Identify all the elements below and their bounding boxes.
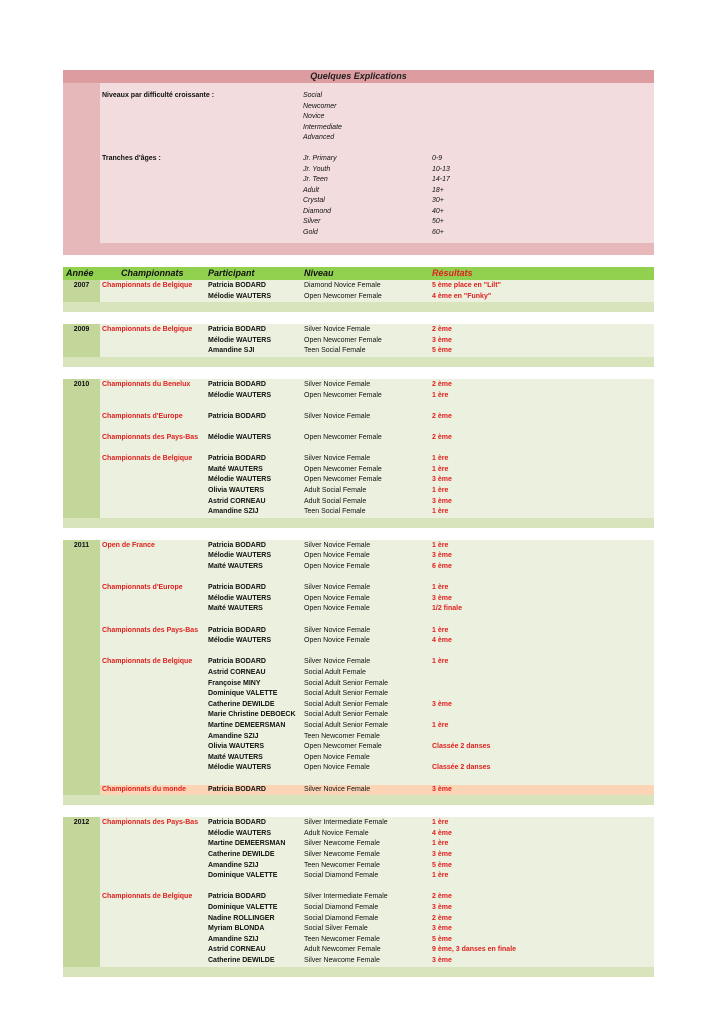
header-resultats: Résultats (432, 268, 473, 278)
resultat-cell: 4 ème en "Funky" (432, 292, 492, 300)
niveau-cell: Social Diamond Female (304, 914, 379, 922)
table-row (100, 903, 654, 914)
participant-cell: Martine DEMEERSMAN (208, 721, 286, 729)
year-column (63, 540, 100, 805)
resultat-cell: 1 ère (432, 486, 449, 494)
participant-cell: Catherine DEWILDE (208, 850, 275, 858)
results-sheet (63, 70, 654, 977)
table-row (100, 497, 654, 508)
table-row (100, 626, 654, 637)
resultat-cell: Classée 2 danses (432, 764, 491, 772)
niveau-cell: Open Newcomer Female (304, 743, 382, 751)
niveau-cell: Adult Social Female (304, 497, 367, 505)
championnat-cell: Championnats des Pays-Bas (102, 819, 199, 827)
participant-cell: Patricia BODARD (208, 380, 266, 388)
table-row (100, 325, 654, 336)
participant-cell: Dominique VALETTE (208, 903, 278, 911)
spacer (63, 528, 654, 540)
tranche-ages: 50+ (432, 218, 444, 225)
niveau-cell: Teen Newcomer Female (304, 861, 380, 869)
participant-cell: Maïté WAUTERS (208, 465, 263, 473)
participant-cell: Dominique VALETTE (208, 690, 278, 698)
niveau-item: Social (303, 92, 323, 99)
table-row (100, 465, 654, 476)
niveau-cell: Open Newcomer Female (304, 336, 382, 344)
table-row (100, 850, 654, 861)
table-row (100, 679, 654, 690)
table-row (100, 892, 654, 903)
niveau-cell: Social Adult Senior Female (304, 721, 389, 729)
participant-cell: Olivia WAUTERS (208, 743, 265, 751)
tranche-name: Jr. Teen (303, 176, 328, 183)
resultat-cell: 5 ème (432, 861, 452, 869)
niveaux-label: Niveaux par difficulté croissante : (102, 92, 215, 99)
participant-cell: Patricia BODARD (208, 893, 266, 901)
niveau-item: Intermediate (303, 123, 342, 131)
tranche-name: Gold (303, 228, 318, 236)
niveau-cell: Open Novice Female (304, 637, 370, 645)
resultat-cell: 4 ème (432, 829, 452, 837)
table-row (100, 391, 654, 402)
participant-cell: Patricia BODARD (208, 412, 266, 420)
championnat-cell: Championnats de Belgique (102, 282, 193, 289)
niveau-cell: Silver Novice Female (304, 412, 371, 420)
table-row (100, 689, 654, 700)
table-row (100, 281, 654, 292)
tranches-label: Tranches d'âges : (102, 155, 161, 162)
niveau-cell: Silver Newcome Female (304, 840, 380, 848)
participant-cell: Martine DEMEERSMAN (208, 840, 286, 848)
tranche-ages: 10-13 (432, 165, 450, 173)
resultat-cell: 2 ème (432, 380, 452, 388)
header-participant: Participant (208, 268, 255, 278)
table-row (100, 742, 654, 753)
participant-cell: Maïté WAUTERS (208, 605, 263, 613)
participant-cell: Mélodie WAUTERS (208, 829, 272, 837)
block-footer-band (63, 795, 654, 805)
niveau-cell: Social Adult Senior Female (304, 690, 389, 698)
niveau-cell: Teen Newcomer Female (304, 935, 380, 943)
participant-cell: Maïté WAUTERS (208, 753, 263, 761)
resultat-cell: 1 ère (432, 721, 449, 729)
tranche-ages: 30+ (432, 197, 444, 204)
table-row (100, 336, 654, 347)
table-row (100, 657, 654, 668)
niveau-cell: Silver Intermediate Female (304, 819, 388, 827)
participant-cell: Mélodie WAUTERS (208, 552, 272, 560)
resultat-cell: 1 ère (432, 391, 449, 399)
participant-cell: Patricia BODARD (208, 326, 266, 334)
resultat-cell: 3 ème (432, 903, 452, 911)
tranche-ages: 40+ (432, 207, 444, 215)
explications-margin (63, 83, 100, 243)
participant-cell: Olivia WAUTERS (208, 486, 265, 494)
table-header (63, 267, 654, 280)
resultat-cell: 4 ème (432, 637, 452, 645)
niveau-cell: Open Novice Female (304, 753, 370, 761)
table-row (100, 945, 654, 956)
niveau-cell: Social Adult Senior Female (304, 679, 389, 687)
niveau-cell: Silver Novice Female (304, 626, 371, 634)
niveau-cell: Open Novice Female (304, 552, 370, 560)
niveau-cell: Diamond Novice Female (304, 282, 381, 289)
participant-cell: Amandine SJI (208, 347, 255, 355)
niveau-cell: Silver Novice Female (304, 658, 371, 666)
tranche-name: Diamond (303, 207, 332, 215)
header-niveau: Niveau (304, 268, 334, 278)
niveau-cell: Social Adult Female (304, 668, 366, 676)
tranche-name: Crystal (303, 197, 325, 204)
resultat-cell: 2 ème (432, 914, 452, 922)
niveau-cell: Open Novice Female (304, 764, 370, 772)
participant-cell: Patricia BODARD (208, 626, 266, 634)
table-row (100, 753, 654, 764)
niveau-item: Newcomer (303, 102, 337, 110)
niveau-cell: Silver Novice Female (304, 785, 371, 793)
spacer (63, 805, 654, 817)
niveau-cell: Silver Newcome Female (304, 956, 380, 964)
championnat-cell: Championnats de Belgique (102, 893, 193, 901)
year-label: 2007 (73, 282, 90, 289)
table-row (100, 956, 654, 967)
resultat-cell: 5 ème (432, 347, 452, 355)
resultat-cell: 1 ère (432, 819, 449, 827)
resultat-cell: 5 ème place en "Lilt" (432, 282, 501, 289)
participant-cell: Astrid CORNEAU (208, 668, 266, 676)
resultat-cell: 1 ère (432, 465, 449, 473)
resultat-cell: 3 ème (432, 552, 452, 560)
resultat-cell: Classée 2 danses (432, 743, 491, 751)
table-row (100, 710, 654, 721)
table-row (100, 636, 654, 647)
niveau-cell: Open Newcomer Female (304, 391, 382, 399)
participant-cell: Patricia BODARD (208, 819, 266, 827)
participant-cell: Mélodie WAUTERS (208, 637, 272, 645)
year-label: 2012 (73, 819, 90, 827)
year-block (63, 817, 654, 976)
resultat-cell: 1 ère (432, 840, 449, 848)
table-row (100, 433, 654, 444)
participant-cell: Patricia BODARD (208, 282, 266, 289)
participant-cell: Astrid CORNEAU (208, 946, 266, 954)
niveau-cell: Teen Social Female (304, 508, 366, 516)
table-row (100, 551, 654, 562)
table-row (100, 818, 654, 829)
table-row (100, 839, 654, 850)
table-row (100, 346, 654, 357)
table-row (100, 380, 654, 391)
table-row (100, 292, 654, 303)
resultat-cell: 1 ère (432, 872, 449, 880)
resultat-cell: 3 ème (432, 850, 452, 858)
niveau-item: Novice (303, 113, 325, 120)
block-footer-band (63, 302, 654, 312)
resultat-cell: 2 ème (432, 412, 452, 420)
resultat-cell: 2 ème (432, 893, 452, 901)
table-row (100, 562, 654, 573)
participant-cell: Dominique VALETTE (208, 872, 278, 880)
championnat-cell: Championnats de Belgique (102, 326, 193, 334)
table-row (100, 829, 654, 840)
resultat-cell: 1 ère (432, 626, 449, 634)
table-row (100, 871, 654, 882)
results-table (63, 280, 654, 977)
participant-cell: Patricia BODARD (208, 541, 266, 549)
block-footer-band (63, 967, 654, 977)
explications-panel (63, 83, 654, 243)
year-block (63, 280, 654, 312)
niveau-cell: Social Silver Female (304, 925, 368, 933)
tranche-name: Jr. Youth (303, 165, 331, 173)
championnat-cell: Championnats des Pays-Bas (102, 433, 199, 441)
participant-cell: Mélodie WAUTERS (208, 594, 272, 602)
table-row (100, 594, 654, 605)
participant-cell: Catherine DEWILDE (208, 700, 275, 708)
table-row (100, 583, 654, 594)
table-row (100, 763, 654, 774)
table-row (100, 914, 654, 925)
resultat-cell: 2 ème (432, 433, 452, 441)
resultat-cell: 3 ème (432, 476, 452, 484)
participant-cell: Patricia BODARD (208, 785, 266, 793)
resultat-cell: 9 ème, 3 danses en finale (432, 946, 517, 954)
niveau-cell: Silver Novice Female (304, 455, 371, 463)
explications-footer-band (63, 243, 654, 255)
table-row (100, 861, 654, 872)
championnat-cell: Championnats d'Europe (102, 584, 183, 592)
participant-cell: Maïté WAUTERS (208, 562, 263, 570)
year-label: 2011 (73, 541, 90, 549)
niveau-cell: Social Adult Senior Female (304, 711, 389, 719)
table-row (100, 732, 654, 743)
niveau-cell: Open Newcomer Female (304, 292, 382, 300)
year-label: 2010 (73, 380, 90, 388)
resultat-cell: 1 ère (432, 541, 449, 549)
niveau-item: Advanced (303, 134, 335, 141)
participant-cell: Amandine SZIJ (208, 861, 259, 869)
participant-cell: Patricia BODARD (208, 455, 266, 463)
resultat-cell: 3 ème (432, 956, 452, 964)
spacer (63, 367, 654, 379)
participant-cell: Mélodie WAUTERS (208, 433, 272, 441)
tranche-name: Silver (303, 218, 321, 225)
niveau-cell: Open Newcomer Female (304, 433, 382, 441)
participant-cell: Mélodie WAUTERS (208, 764, 272, 772)
resultat-cell: 1 ère (432, 455, 449, 463)
table-row (100, 412, 654, 423)
year-column (63, 817, 100, 976)
participant-cell: Marie Christine DEBOECK (208, 711, 296, 719)
niveau-cell: Teen Newcomer Female (304, 732, 380, 740)
spacer (63, 312, 654, 324)
participant-cell: Amandine SZIJ (208, 935, 259, 943)
niveau-cell: Silver Novice Female (304, 584, 371, 592)
header-annee: Année (66, 268, 94, 278)
participant-cell: Patricia BODARD (208, 658, 266, 666)
table-row (100, 935, 654, 946)
niveau-cell: Adult Newcomer Female (304, 946, 381, 954)
tranche-name: Jr. Primary (303, 155, 337, 162)
participant-cell: Mélodie WAUTERS (208, 336, 272, 344)
resultat-cell: 1 ère (432, 508, 449, 516)
niveau-cell: Social Diamond Female (304, 872, 379, 880)
championnat-cell: Championnats d'Europe (102, 412, 183, 420)
tranche-ages: 14-17 (432, 176, 450, 183)
niveau-cell: Teen Social Female (304, 347, 366, 355)
niveau-cell: Silver Intermediate Female (304, 893, 388, 901)
niveau-cell: Silver Novice Female (304, 541, 371, 549)
participant-cell: Astrid CORNEAU (208, 497, 266, 505)
championnat-cell: Championnats du monde (102, 785, 186, 793)
resultat-cell: 3 ème (432, 925, 452, 933)
explications-title: Quelques Explications (63, 70, 654, 83)
participant-cell: Patricia BODARD (208, 584, 266, 592)
niveau-cell: Adult Novice Female (304, 829, 369, 837)
niveau-cell: Open Newcomer Female (304, 476, 382, 484)
championnat-cell: Championnats de Belgique (102, 658, 193, 666)
year-block (63, 324, 654, 367)
participant-cell: Amandine SZIJ (208, 508, 259, 516)
niveau-cell: Open Novice Female (304, 605, 370, 613)
resultat-cell: 1/2 finale (432, 605, 462, 613)
resultat-cell: 6 ème (432, 562, 452, 570)
year-column (63, 379, 100, 528)
resultat-cell: 1 ère (432, 584, 449, 592)
table-row (100, 475, 654, 486)
niveau-cell: Adult Social Female (304, 486, 367, 494)
tranche-ages: 0-9 (432, 155, 443, 162)
niveau-cell: Silver Novice Female (304, 380, 371, 388)
niveau-cell: Open Newcomer Female (304, 465, 382, 473)
table-row (100, 785, 654, 796)
participant-cell: Catherine DEWILDE (208, 956, 275, 964)
resultat-cell: 3 ème (432, 785, 452, 793)
table-row (100, 604, 654, 615)
year-label: 2009 (73, 326, 90, 334)
niveau-cell: Social Adult Senior Female (304, 700, 389, 708)
championnat-cell: Championnats de Belgique (102, 455, 193, 463)
championnat-cell: Championnats des Pays-Bas (102, 626, 199, 634)
spacer (63, 255, 654, 267)
tranche-ages: 60+ (432, 228, 444, 236)
participant-cell: Amandine SZIJ (208, 732, 259, 740)
resultat-cell: 3 ème (432, 594, 452, 602)
table-row (100, 668, 654, 679)
tranche-ages: 18+ (432, 186, 444, 194)
participant-cell: Mélodie WAUTERS (208, 391, 272, 399)
table-row (100, 486, 654, 497)
table-row (100, 507, 654, 518)
block-footer-band (63, 357, 654, 367)
niveau-cell: Social Diamond Female (304, 903, 379, 911)
table-row (100, 721, 654, 732)
niveau-cell: Silver Newcome Female (304, 850, 380, 858)
participant-cell: Mélodie WAUTERS (208, 292, 272, 300)
year-block (63, 379, 654, 528)
niveau-cell: Open Novice Female (304, 562, 370, 570)
year-block (63, 540, 654, 805)
participant-cell: Myriam BLONDA (208, 925, 265, 933)
header-championnats: Championnats (121, 268, 184, 278)
table-row (100, 924, 654, 935)
resultat-cell: 3 ème (432, 497, 452, 505)
table-row (100, 700, 654, 711)
table-row (100, 454, 654, 465)
resultat-cell: 1 ère (432, 658, 449, 666)
resultat-cell: 2 ème (432, 326, 452, 334)
niveau-cell: Open Novice Female (304, 594, 370, 602)
participant-cell: Mélodie WAUTERS (208, 476, 272, 484)
resultat-cell: 3 ème (432, 700, 452, 708)
championnat-cell: Open de France (102, 541, 155, 549)
block-footer-band (63, 518, 654, 528)
niveau-cell: Silver Novice Female (304, 326, 371, 334)
resultat-cell: 3 ème (432, 336, 452, 344)
tranche-name: Adult (303, 186, 319, 194)
participant-cell: Nadine ROLLINGER (208, 914, 275, 922)
resultat-cell: 5 ème (432, 935, 452, 943)
championnat-cell: Championnats du Benelux (102, 380, 191, 388)
table-row (100, 541, 654, 552)
participant-cell: Françoise MINY (208, 679, 261, 687)
